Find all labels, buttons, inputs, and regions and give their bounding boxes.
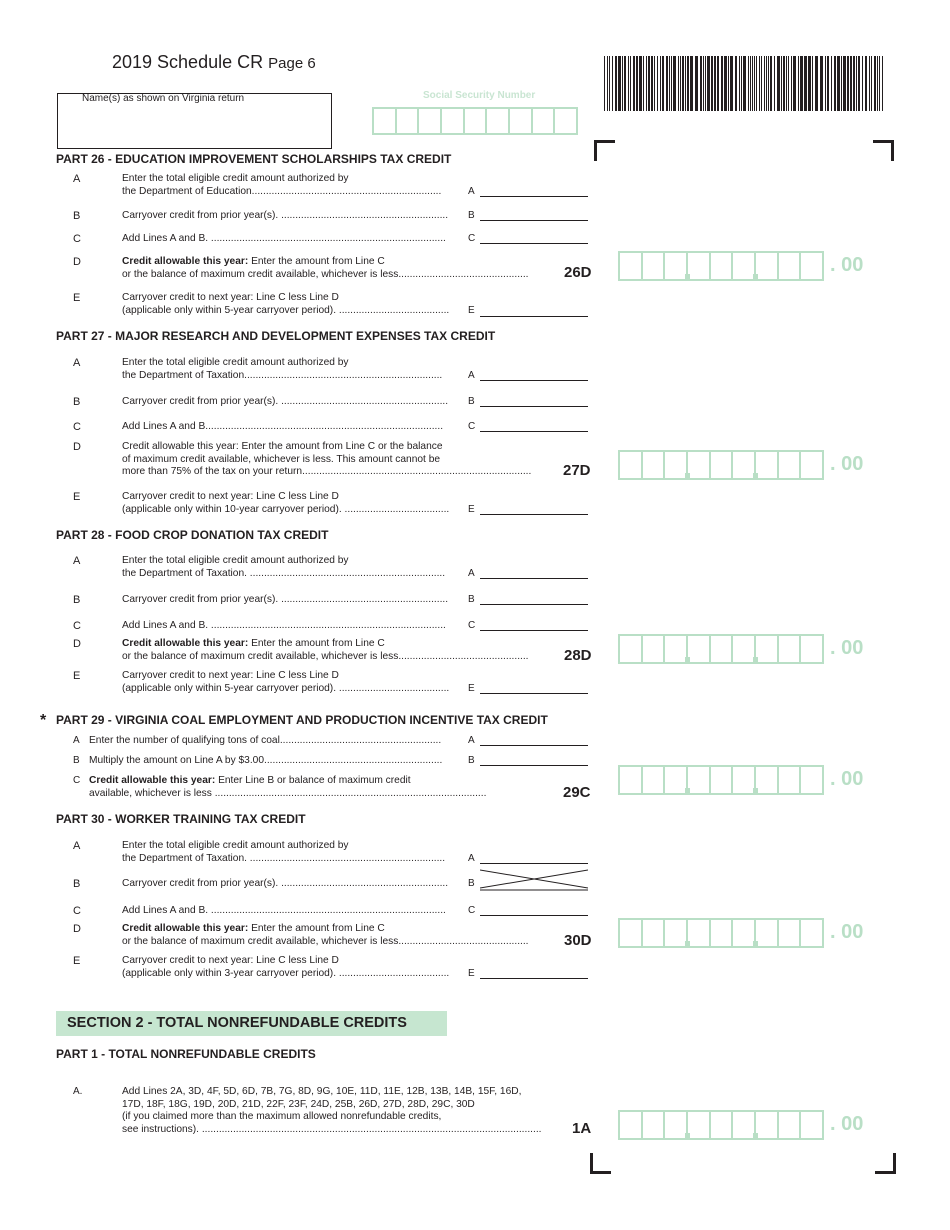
amount-line-27e[interactable] (480, 514, 588, 515)
barcode-bar (743, 56, 746, 111)
line-ref: A (468, 853, 475, 864)
barcode-bar (654, 56, 655, 111)
barcode-bar (812, 56, 813, 111)
barcode-bar (671, 56, 672, 111)
barcode-bar (825, 56, 826, 111)
line-text: Credit allowable this year: Enter the amount from Line C or the balance of maximum credit available, whichever is less.............................................. (122, 256, 529, 280)
barcode-bar (630, 56, 631, 111)
part-28-heading: PART 28 - FOOD CROP DONATION TAX CREDIT (56, 528, 329, 542)
barcode-bar (612, 56, 613, 111)
barcode-bar (843, 56, 846, 111)
line-letter: C (73, 775, 81, 786)
barcode-bar (837, 56, 840, 111)
line-ref-30d: 30D (564, 932, 592, 949)
line-letter: A (73, 357, 81, 369)
line-text: Add Lines 2A, 3D, 4F, 5D, 6D, 7B, 7G, 8D, 9G, 10E, 11D, 11E, 12B, 13B, 14B, 15F, 16D, 17D, 18F, 18G, 19D, 20D, 21D, 22F, 23F, 24D, 25B, 26D, 27D, 28D, 29C, 30D (if you claimed more than the maximum allowed nonrefundable credits, see instructions). ........................................................................................................................ (122, 1086, 542, 1135)
name-field-label: Name(s) as shown on Virginia return (82, 93, 245, 104)
amount-line-29b[interactable] (480, 765, 588, 766)
barcode-bar (639, 56, 642, 111)
line-text: Credit allowable this year: Enter the amount from Line C or the balance of maximum credit available, whichever is less.............................................. (122, 923, 529, 947)
barcode-bar (703, 56, 704, 111)
barcode-bar (858, 56, 860, 111)
line-text: Carryover credit to next year: Line C less Line D (applicable only within 5-year carryover period). ....................................... (122, 292, 450, 316)
barcode-bar (781, 56, 782, 111)
line-ref: E (468, 504, 475, 515)
line-text: Carryover credit to next year: Line C less Line D (applicable only within 10-year carryover period). ..................................... (122, 491, 450, 515)
line-text: Carryover credit to next year: Line C less Line D (applicable only within 3-year carryover period). ....................................... (122, 955, 450, 979)
barcode-bar (622, 56, 623, 111)
barcode-bar (856, 56, 857, 111)
barcode-bar (682, 56, 684, 111)
corner-mark (590, 1153, 611, 1174)
barcode-bar (761, 56, 762, 111)
barcode-bar (750, 56, 751, 111)
part-26-heading: PART 26 - EDUCATION IMPROVEMENT SCHOLARSHIPS TAX CREDIT (56, 152, 452, 166)
barcode-bar (798, 56, 799, 111)
barcode-bar (791, 56, 792, 111)
line-letter: B (73, 396, 81, 408)
amount-line-30a[interactable] (480, 863, 588, 864)
barcode-bar (788, 56, 789, 111)
ssn-label: Social Security Number (423, 90, 536, 101)
barcode-bar (646, 56, 647, 111)
line-text: Carryover credit from prior year(s). ........................................................... (122, 594, 449, 605)
barcode-bar (841, 56, 842, 111)
line-text: Credit allowable this year: Enter the amount from Line C or the balance of maximum credit available, whichever is less.............................................. (122, 638, 529, 662)
line-text: Carryover credit from prior year(s). ........................................................... (122, 396, 449, 407)
barcode-bar (739, 56, 740, 111)
barcode-bar (865, 56, 867, 111)
line-letter: D (73, 441, 81, 453)
line-text: Add Lines A and B. ................................................................................... (122, 905, 446, 916)
amount-line-27c[interactable] (480, 431, 588, 432)
part-27-heading: PART 27 - MAJOR RESEARCH AND DEVELOPMENT EXPENSES TAX CREDIT (56, 329, 496, 343)
barcode-bar (660, 56, 661, 111)
barcode-bar (700, 56, 702, 111)
barcode-bar (711, 56, 713, 111)
line-letter: E (73, 955, 81, 967)
barcode-bar (673, 56, 676, 111)
section-2-part-1-heading: PART 1 - TOTAL NONREFUNDABLE CREDITS (56, 1047, 316, 1061)
barcode-bar (724, 56, 727, 111)
corner-mark (594, 140, 615, 161)
line-letter: E (73, 491, 81, 503)
barcode-bar (783, 56, 785, 111)
barcode-bar (657, 56, 658, 111)
line-ref: E (468, 305, 475, 316)
barcode-bar (714, 56, 716, 111)
barcode-bar (735, 56, 737, 111)
line-letter: C (73, 421, 81, 433)
line-letter: B (73, 594, 81, 606)
barcode-bar (834, 56, 836, 111)
line-ref: B (468, 396, 475, 407)
barcode-bar (633, 56, 635, 111)
barcode-bar (690, 56, 693, 111)
line-letter: A (73, 555, 81, 567)
barcode-bar (666, 56, 668, 111)
line-text: Enter the total eligible credit amount authorized by the Department of Taxation...................................................................... (122, 357, 443, 381)
line-letter: A (73, 173, 81, 185)
amount-line-28e[interactable] (480, 693, 588, 694)
barcode-bar (662, 56, 664, 111)
amount-line-28c[interactable] (480, 630, 588, 631)
amount-box-26d[interactable] (618, 251, 824, 281)
barcode-bar (748, 56, 749, 111)
barcode-bar (615, 56, 617, 111)
cents-label: . 00 (830, 453, 864, 475)
barcode-bar (618, 56, 621, 111)
barcode-bar (648, 56, 650, 111)
amount-line-30e[interactable] (480, 978, 588, 979)
line-ref: A (468, 735, 475, 746)
barcode-bar (687, 56, 689, 111)
barcode-bar (786, 56, 787, 111)
amount-line-26a[interactable] (480, 196, 588, 197)
barcode (604, 56, 885, 111)
line-ref: B (468, 210, 475, 221)
barcode-bar (705, 56, 706, 111)
line-text: Add Lines A and B. ................................................................................... (122, 620, 446, 631)
barcode-bar (678, 56, 679, 111)
barcode-bar (752, 56, 753, 111)
barcode-bar (730, 56, 733, 111)
barcode-bar (741, 56, 742, 111)
line-letter: C (73, 905, 81, 917)
barcode-bar (827, 56, 829, 111)
barcode-bar (877, 56, 878, 111)
line-letter: B (73, 878, 81, 890)
part-30-heading: PART 30 - WORKER TRAINING TAX CREDIT (56, 812, 306, 826)
amount-line-28a[interactable] (480, 578, 588, 579)
barcode-bar (804, 56, 807, 111)
amount-line-26c[interactable] (480, 243, 588, 244)
amount-line-30c[interactable] (480, 915, 588, 916)
barcode-bar (871, 56, 872, 111)
barcode-bar (685, 56, 686, 111)
barcode-bar (707, 56, 710, 111)
barcode-bar (808, 56, 811, 111)
amount-line-28b[interactable] (480, 604, 588, 605)
line-text: Credit allowable this year: Enter Line B or balance of maximum credit available, whichever is less ................................................................................................ (89, 775, 487, 799)
line-letter: A. (73, 1086, 83, 1097)
line-text: Add Lines A and B. ................................................................................... (122, 233, 446, 244)
line-ref-1a: 1A (572, 1120, 592, 1137)
barcode-bar (604, 56, 605, 111)
barcode-bar (879, 56, 880, 111)
barcode-bar (766, 56, 767, 111)
barcode-bar (800, 56, 803, 111)
line-ref-28d: 28D (564, 647, 592, 664)
line-letter: D (73, 923, 81, 935)
amount-box-30d[interactable] (618, 918, 824, 948)
amount-box-29c[interactable] (618, 765, 824, 795)
amount-line-26e[interactable] (480, 316, 588, 317)
barcode-bar (862, 56, 863, 111)
barcode-bar (643, 56, 644, 111)
asterisk-icon: * (40, 712, 47, 729)
barcode-bar (793, 56, 796, 111)
line-text: Carryover credit from prior year(s). ........................................................... (122, 878, 449, 889)
part-29-heading: PART 29 - VIRGINIA COAL EMPLOYMENT AND PRODUCTION INCENTIVE TAX CREDIT (56, 713, 548, 727)
line-letter: A (73, 735, 80, 746)
barcode-bar (847, 56, 849, 111)
page-title: 2019 Schedule CR Page 6 (112, 52, 316, 72)
barcode-bar (768, 56, 769, 111)
line-ref: C (468, 905, 476, 916)
barcode-bar (820, 56, 823, 111)
barcode-bar (764, 56, 765, 111)
barcode-bar (651, 56, 653, 111)
amount-box-28d[interactable] (618, 634, 824, 664)
line-ref-29c: 29C (563, 784, 591, 801)
barcode-bar (695, 56, 698, 111)
line-ref-26d: 26D (564, 264, 592, 281)
cents-label: . 00 (830, 254, 864, 276)
cents-label: . 00 (830, 768, 864, 790)
barcode-bar (777, 56, 780, 111)
line-ref: E (468, 968, 475, 979)
line-text: Enter the number of qualifying tons of coal......................................................... (89, 735, 442, 746)
line-letter: C (73, 620, 81, 632)
cents-label: . 00 (830, 637, 864, 659)
ssn-field[interactable] (372, 107, 578, 135)
line-ref: B (468, 878, 475, 889)
corner-mark (875, 1153, 896, 1174)
crossed-out-line-30b (480, 868, 588, 892)
barcode-bar (607, 56, 608, 111)
line-ref: B (468, 594, 475, 605)
barcode-bar (680, 56, 681, 111)
line-text: Enter the total eligible credit amount authorized by the Department of Taxation. ..................................................................... (122, 555, 446, 579)
barcode-bar (774, 56, 775, 111)
line-letter: E (73, 292, 81, 304)
line-letter: C (73, 233, 81, 245)
amount-line-26b[interactable] (480, 220, 588, 221)
barcode-bar (882, 56, 883, 111)
line-text: Add Lines A and B.................................................................................... (122, 421, 444, 432)
line-ref: A (468, 186, 475, 197)
barcode-bar (728, 56, 729, 111)
line-ref: E (468, 683, 475, 694)
line-ref: A (468, 568, 475, 579)
barcode-bar (669, 56, 670, 111)
barcode-bar (721, 56, 723, 111)
line-text: Enter the total eligible credit amount authorized by the Department of Education................................................................... (122, 173, 442, 197)
line-ref: C (468, 233, 476, 244)
barcode-bar (636, 56, 638, 111)
barcode-bar (756, 56, 757, 111)
barcode-bar (754, 56, 755, 111)
barcode-bar (815, 56, 818, 111)
barcode-bar (831, 56, 832, 111)
amount-box-27d[interactable] (618, 450, 824, 480)
barcode-bar (624, 56, 626, 111)
cents-label: . 00 (830, 1113, 864, 1135)
corner-mark (873, 140, 894, 161)
amount-line-27b[interactable] (480, 406, 588, 407)
barcode-bar (869, 56, 870, 111)
line-text: Carryover credit to next year: Line C less Line D (applicable only within 5-year carryover period). ....................................... (122, 670, 450, 694)
barcode-bar (609, 56, 610, 111)
barcode-bar (874, 56, 876, 111)
cents-label: . 00 (830, 921, 864, 943)
line-text: Multiply the amount on Line A by $3.00............................................................... (89, 755, 443, 766)
amount-line-29a[interactable] (480, 745, 588, 746)
line-letter: B (73, 755, 80, 766)
line-ref-27d: 27D (563, 462, 591, 479)
line-ref: A (468, 370, 475, 381)
line-letter: A (73, 840, 81, 852)
barcode-bar (759, 56, 760, 111)
barcode-bar (850, 56, 852, 111)
amount-box-1a[interactable] (618, 1110, 824, 1140)
line-text: Carryover credit from prior year(s). ........................................................... (122, 210, 449, 221)
barcode-bar (770, 56, 772, 111)
line-letter: E (73, 670, 81, 682)
line-letter: D (73, 638, 81, 650)
line-ref: C (468, 421, 476, 432)
line-ref: C (468, 620, 476, 631)
barcode-bar (628, 56, 629, 111)
barcode-bar (717, 56, 719, 111)
line-letter: D (73, 256, 81, 268)
barcode-bar (853, 56, 855, 111)
line-letter: B (73, 210, 81, 222)
amount-line-27a[interactable] (480, 380, 588, 381)
line-ref: B (468, 755, 475, 766)
section-2-banner: SECTION 2 - TOTAL NONREFUNDABLE CREDITS (56, 1011, 447, 1036)
line-text: Enter the total eligible credit amount authorized by the Department of Taxation. ..................................................................... (122, 840, 446, 864)
line-text: Credit allowable this year: Enter the amount from Line C or the balance of maximum credit available, whichever is less. This amount cannot be more than 75% of the tax on your return................................................................................. (122, 441, 532, 477)
